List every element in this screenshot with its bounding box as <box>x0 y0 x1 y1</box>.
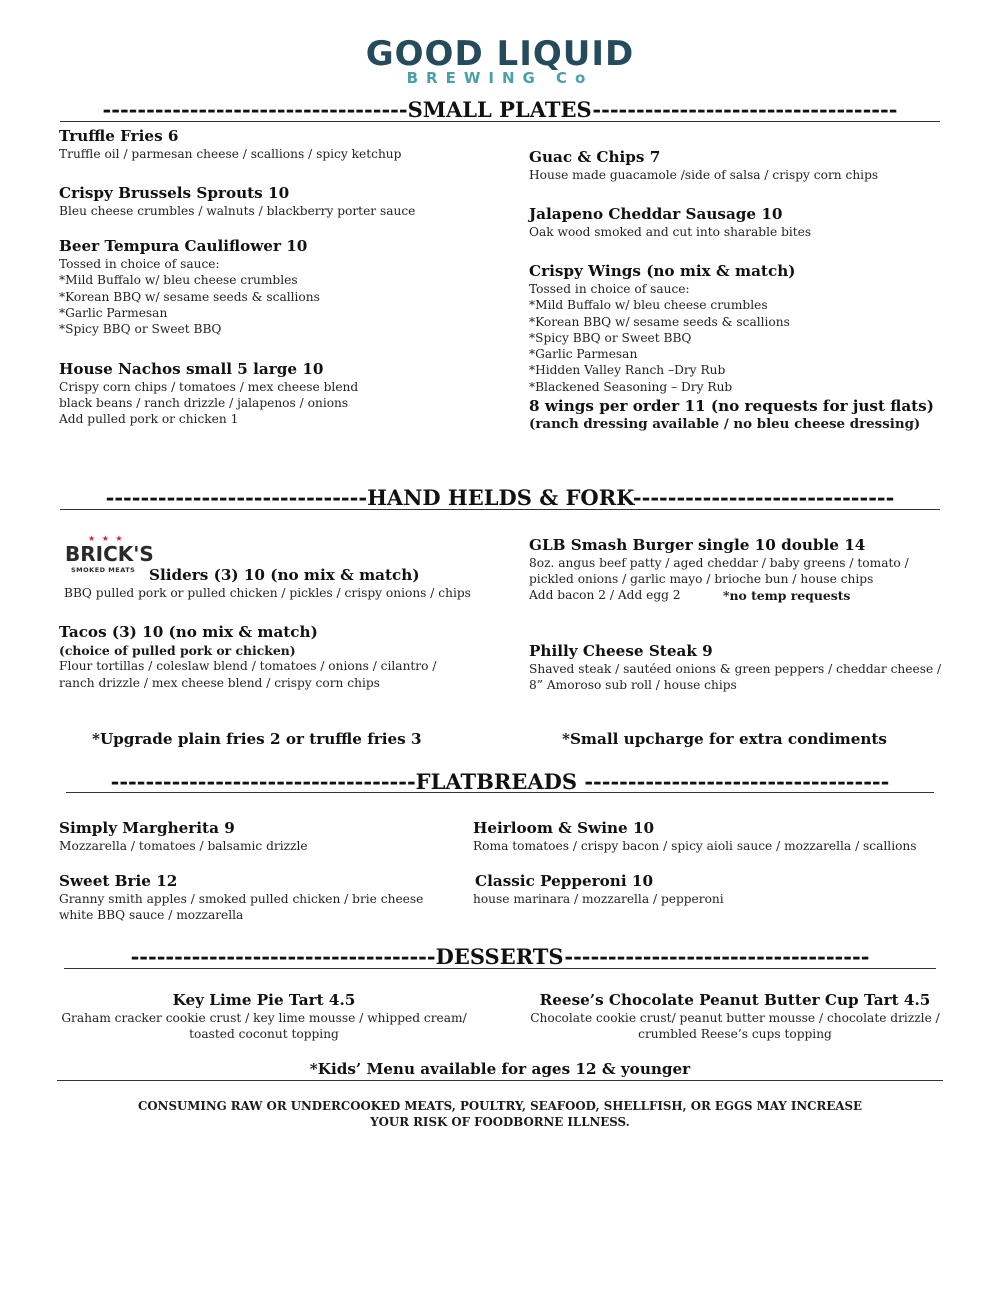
menu-item-choice: (choice of pulled pork or chicken) <box>59 643 296 658</box>
menu-item-title: Heirloom & Swine 10 <box>473 819 655 837</box>
menu-item-desc: 8oz. angus beef patty / aged cheddar / baby greens / tomato / <box>529 556 909 570</box>
menu-item-title: House Nachos small 5 large 10 <box>59 360 324 378</box>
menu-item-desc: Tossed in choice of sauce: <box>529 282 690 296</box>
menu-item-desc: Tossed in choice of sauce: <box>59 257 220 271</box>
menu-item-desc: Add pulled pork or chicken 1 <box>59 412 239 426</box>
menu-item-title: Beer Tempura Cauliflower 10 <box>59 237 308 255</box>
menu-item-desc: House made guacamole /side of salsa / crispy corn chips <box>529 168 879 182</box>
menu-item-desc: Flour tortillas / coleslaw blend / tomatoes / onions / cilantro / <box>59 659 437 673</box>
menu-item-title: Classic Pepperoni 10 <box>475 872 654 890</box>
menu-item-desc: *Mild Buffalo w/ bleu cheese crumbles <box>59 273 298 287</box>
menu-item-title: Tacos (3) 10 (no mix & match) <box>59 623 318 641</box>
star-icon: ★ ★ ★ <box>88 534 125 543</box>
menu-item-desc: *Korean BBQ w/ sesame seeds & scallions <box>59 290 320 304</box>
menu-item-desc: Chocolate cookie crust/ peanut butter mousse / chocolate drizzle / <box>530 1011 940 1025</box>
menu-item-desc: Truffle oil / parmesan cheese / scallions / spicy ketchup <box>59 147 402 161</box>
section-header-hand-helds: ------------------------------HAND HELDS & FORK------------------------------ <box>105 485 895 510</box>
menu-item-desc: *Blackened Seasoning – Dry Rub <box>529 380 733 394</box>
menu-item-title: Reese’s Chocolate Peanut Butter Cup Tart 4.5 <box>539 991 931 1009</box>
menu-item-title: Crispy Brussels Sprouts 10 <box>59 184 290 202</box>
menu-item-desc: house marinara / mozzarella / pepperoni <box>473 892 724 906</box>
menu-item-desc: BBQ pulled pork or pulled chicken / pickles / crispy onions / chips <box>64 586 471 600</box>
bricks-logo-sub: SMOKED MEATS <box>71 566 136 574</box>
menu-item-desc: *Korean BBQ w/ sesame seeds & scallions <box>529 315 790 329</box>
kids-menu-note: *Kids’ Menu available for ages 12 & younger <box>309 1060 691 1078</box>
menu-item-desc: *Spicy BBQ or Sweet BBQ <box>59 322 222 336</box>
section-header-flatbreads: -----------------------------------FLATBREADS ----------------------------------- <box>110 769 890 794</box>
brand-logo-title: GOOD LIQUID <box>365 34 635 74</box>
menu-item-desc: *Garlic Parmesan <box>529 347 638 361</box>
menu-item-title: Philly Cheese Steak 9 <box>529 642 713 660</box>
menu-item-desc: 8” Amoroso sub roll / house chips <box>529 678 737 692</box>
divider <box>64 968 936 969</box>
menu-item-desc: Bleu cheese crumbles / walnuts / blackberry porter sauce <box>59 204 416 218</box>
section-header-desserts: -----------------------------------DESSERTS----------------------------------- <box>130 944 870 969</box>
menu-item-desc: crumbled Reese’s cups topping <box>638 1027 832 1041</box>
menu-item-desc: Graham cracker cookie crust / key lime mousse / whipped cream/ <box>61 1011 467 1025</box>
menu-item-desc: pickled onions / garlic mayo / brioche bun / house chips <box>529 572 874 586</box>
menu-item-desc: Mozzarella / tomatoes / balsamic drizzle <box>59 839 308 853</box>
divider <box>60 121 940 122</box>
section-header-small-plates: -----------------------------------SMALL PLATES----------------------------------- <box>102 97 898 122</box>
menu-item-note: *no temp requests <box>723 588 851 603</box>
wings-pricing: 8 wings per order 11 (no requests for just flats) <box>529 397 934 415</box>
menu-item-desc: Crispy corn chips / tomatoes / mex cheese blend <box>59 380 359 394</box>
divider <box>57 1080 943 1081</box>
menu-item-desc: Shaved steak / sautéed onions & green peppers / cheddar cheese / <box>529 662 942 676</box>
menu-item-desc: white BBQ sauce / mozzarella <box>59 908 244 922</box>
brand-logo-subtitle: BREWING Co <box>406 69 594 87</box>
menu-item-desc: *Mild Buffalo w/ bleu cheese crumbles <box>529 298 768 312</box>
menu-item-desc: ranch drizzle / mex cheese blend / crispy corn chips <box>59 676 380 690</box>
menu-item-title: Guac & Chips 7 <box>529 148 661 166</box>
menu-item-title: GLB Smash Burger single 10 double 14 <box>529 536 866 554</box>
wings-note: (ranch dressing available / no bleu cheese dressing) <box>529 416 921 432</box>
food-safety-warning-line1: CONSUMING RAW OR UNDERCOOKED MEATS, POULTRY, SEAFOOD, SHELLFISH, OR EGGS MAY INCREASE <box>138 1099 862 1113</box>
menu-item-title: Key Lime Pie Tart 4.5 <box>172 991 356 1009</box>
menu-item-title: Sweet Brie 12 <box>59 872 178 890</box>
divider <box>60 509 940 510</box>
menu-item-desc: *Spicy BBQ or Sweet BBQ <box>529 331 692 345</box>
bricks-logo <box>62 536 152 578</box>
upgrade-note: *Upgrade plain fries 2 or truffle fries 3 <box>92 730 422 748</box>
menu-item-addons: Add bacon 2 / Add egg 2 <box>529 588 681 602</box>
menu-item-desc: *Hidden Valley Ranch –Dry Rub <box>529 363 726 377</box>
menu-item-desc: Granny smith apples / smoked pulled chicken / brie cheese <box>59 892 424 906</box>
food-safety-warning-line2: YOUR RISK OF FOODBORNE ILLNESS. <box>370 1115 630 1129</box>
upcharge-note: *Small upcharge for extra condiments <box>562 730 887 748</box>
menu-item-desc: Roma tomatoes / crispy bacon / spicy aioli sauce / mozzarella / scallions <box>473 839 917 853</box>
menu-item-title: Truffle Fries 6 <box>59 127 179 145</box>
menu-item-desc: Oak wood smoked and cut into sharable bites <box>529 225 812 239</box>
divider <box>66 792 934 793</box>
menu-item-desc: black beans / ranch drizzle / jalapenos / onions <box>59 396 349 410</box>
menu-item-desc: *Garlic Parmesan <box>59 306 168 320</box>
bricks-logo-name: BRICK'S <box>65 542 154 566</box>
menu-item-title: Crispy Wings (no mix & match) <box>529 262 796 280</box>
menu-item-title: Simply Margherita 9 <box>59 819 235 837</box>
menu-item-title: Jalapeno Cheddar Sausage 10 <box>529 205 783 223</box>
menu-item-desc: toasted coconut topping <box>189 1027 339 1041</box>
menu-item-title: Sliders (3) 10 (no mix & match) <box>149 566 420 584</box>
